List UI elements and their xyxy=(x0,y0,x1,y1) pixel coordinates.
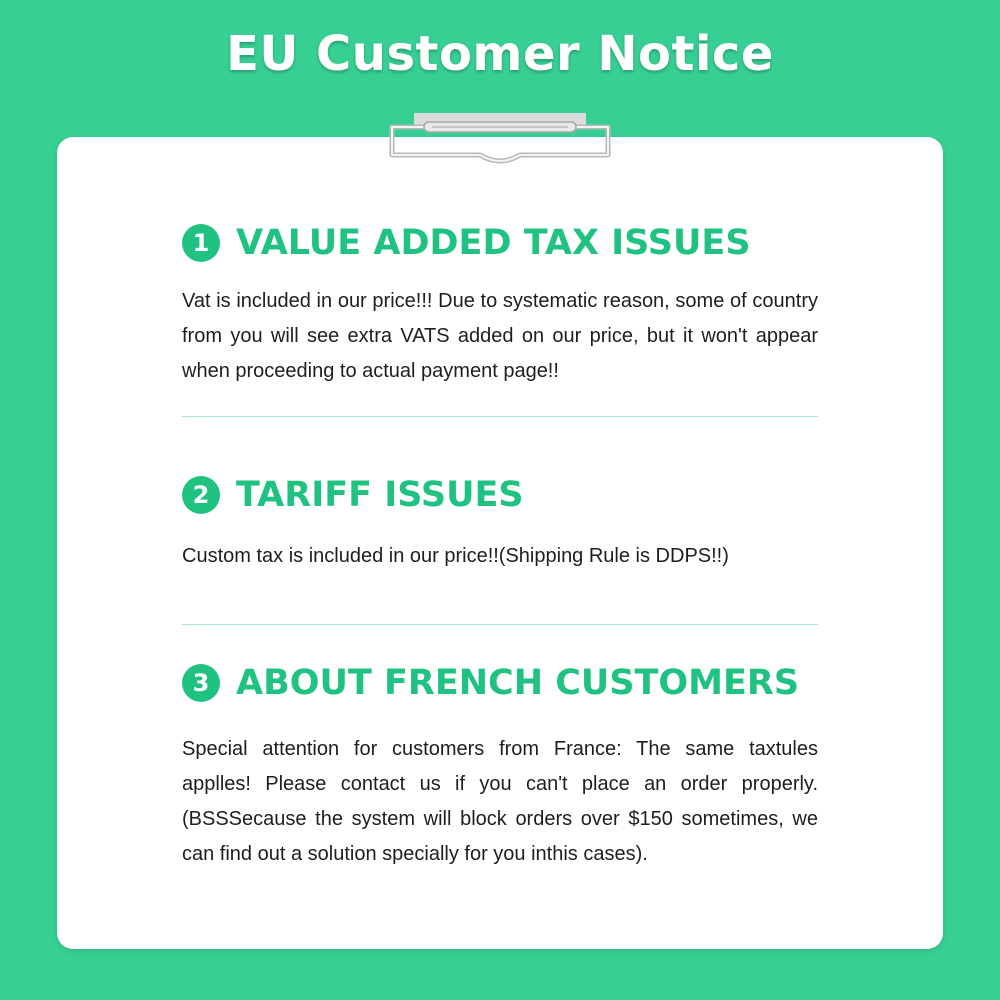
section-title: TARIFF ISSUES xyxy=(236,475,524,515)
section-vat xyxy=(182,219,818,389)
section-title: VALUE ADDED TAX ISSUES xyxy=(236,223,751,263)
section-heading xyxy=(182,219,818,267)
section-body: Custom tax is included in our price!!(Shipping Rule is DDPS!!) xyxy=(182,545,729,567)
section-heading xyxy=(182,659,818,707)
section-body: Special attention for customers from France: The same taxtules applles! Please contact us if you can't place an order properly. (BSSSecause the system will block orders over $150 sometimes, we can find out a solution specially for you inthis cases). xyxy=(182,738,818,865)
section-heading xyxy=(182,471,818,519)
clipboard-clip-icon xyxy=(388,113,612,171)
number-badge: 3 xyxy=(182,664,220,702)
section-title: ABOUT FRENCH CUSTOMERS xyxy=(236,663,800,703)
number-badge: 1 xyxy=(182,224,220,262)
section-tariff xyxy=(182,471,818,574)
divider xyxy=(182,416,818,417)
notice-card xyxy=(57,137,943,949)
section-french xyxy=(182,659,818,872)
divider xyxy=(182,624,818,625)
number-badge: 2 xyxy=(182,476,220,514)
page-title: EU Customer Notice xyxy=(226,26,774,82)
section-body: Vat is included in our price!!! Due to systematic reason, some of country from you will see extra VATS added on our price, but it won't appear when proceeding to actual payment page!! xyxy=(182,290,818,382)
